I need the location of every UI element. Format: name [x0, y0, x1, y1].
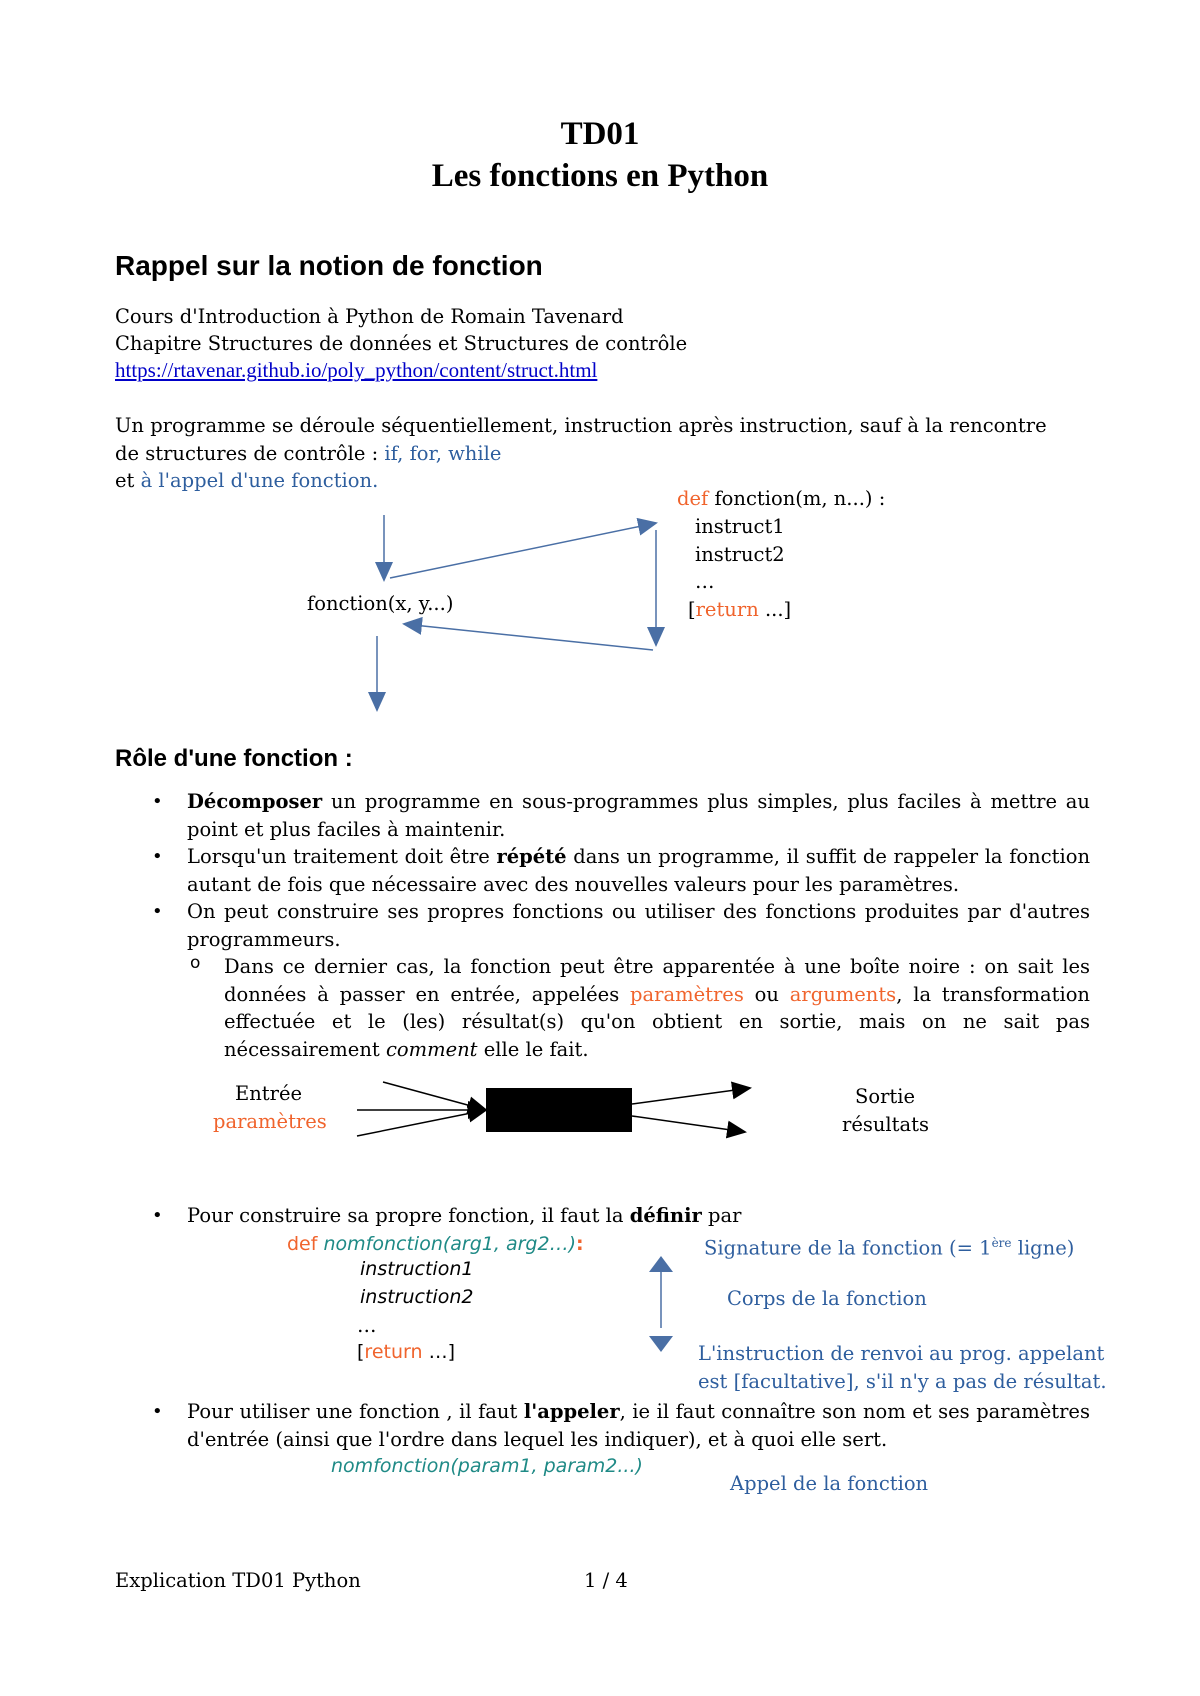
- footer-page: 1 / 4: [584, 1569, 628, 1592]
- bb-input-arrow-3: [357, 1110, 486, 1136]
- arrow-return: [404, 624, 653, 650]
- sub-italic: comment: [385, 1037, 478, 1061]
- define-def-keyword: def: [287, 1233, 318, 1255]
- return-close: ...]: [758, 598, 792, 621]
- arrow-to-def: [390, 523, 656, 578]
- bullet-4-post: par: [701, 1204, 742, 1227]
- sub-post: , la transformation effectuée et le (les) résultat(s) qu'on obtient en sortie, mais on ne sait pas nécessairement: [224, 982, 1090, 1061]
- bullet-3-text: On peut construire ses propres fonctions ou utiliser des fonctions produites par d'autres programmeurs.: [187, 900, 1090, 951]
- return-keyword: return: [695, 598, 759, 621]
- bullet-5-pre: Pour utiliser une fonction , il faut: [187, 1400, 524, 1423]
- note-sig-post: ligne): [1011, 1236, 1075, 1260]
- bullet-1-bold: Décomposer: [187, 790, 323, 813]
- course-link[interactable]: https://rtavenar.github.io/poly_python/content/struct.html: [115, 358, 598, 382]
- return-open: [: [688, 598, 696, 621]
- bullet-1-symbol: •: [152, 791, 163, 812]
- call-note: Appel de la fonction: [730, 1472, 929, 1495]
- def-keyword: def: [677, 487, 709, 510]
- define-ret-close: …]: [422, 1341, 455, 1363]
- intro-text: Un programme se déroule séquentiellement, instruction après instruction, sauf à la rencontre de structures de contrôle :: [115, 414, 1047, 465]
- bullet-2-pre: Lorsqu'un traitement doit être: [187, 845, 497, 868]
- bb-output-arrow-1: [632, 1088, 750, 1104]
- sub-bullet-symbol: o: [190, 953, 201, 973]
- note-sig-pre: Signature de la fonction (= 1: [704, 1236, 992, 1260]
- blackbox-diagram: [357, 1082, 750, 1136]
- intro-line2-blue: à l'appel d'une fonction.: [140, 469, 379, 492]
- sub-pre: Dans ce dernier cas, la fonction peut être apparentée à une boîte noire : on sait les données à passer en entrée, appelées: [224, 955, 1090, 1006]
- body-line3: …: [695, 570, 715, 593]
- bullet-4-pre: Pour construire sa propre fonction, il faut la: [187, 1204, 630, 1227]
- note-return-line2: est [facultative], s'il n'y a pas de résultat.: [698, 1370, 1107, 1393]
- bb-output-arrow-2: [632, 1116, 745, 1132]
- doc-title-line2: Les fonctions en Python: [431, 158, 769, 194]
- intro-keywords: if, for, while: [384, 441, 502, 465]
- bullet-4-symbol: •: [152, 1205, 163, 1226]
- bullet-1-rest: un programme en sous-programmes plus simples, plus faciles à mettre au point et plus faciles à maintenir.: [187, 790, 1090, 841]
- note-return-line1: L'instruction de renvoi au prog. appelant: [698, 1342, 1105, 1365]
- define-line3: …: [357, 1314, 377, 1337]
- bullet-5-post: , ie il faut connaître son nom et ses paramètres d'entrée (ainsi que l'ordre dans lequel les indiquer), et à quoi elle sert.: [187, 1400, 1090, 1451]
- note-body: Corps de la fonction: [727, 1287, 927, 1310]
- bb-input-label: Entrée: [235, 1082, 303, 1105]
- call-label: fonction(x, y...): [307, 592, 454, 615]
- sub-end: elle le fait.: [477, 1037, 589, 1061]
- source-line-chapter: Chapitre Structures de données et Structures de contrôle: [115, 332, 688, 355]
- define-sig: nomfonction(arg1, arg2…): [317, 1233, 576, 1255]
- bb-output-label: Sortie: [855, 1085, 916, 1108]
- bb-input-arrow-1: [383, 1082, 486, 1110]
- intro-line2-prefix: et: [115, 469, 141, 492]
- bullet-5-symbol: •: [152, 1401, 163, 1422]
- define-colon: :: [575, 1233, 584, 1255]
- bb-input-sub: paramètres: [213, 1110, 327, 1133]
- section-heading-role: Rôle d'une fonction :: [115, 745, 353, 772]
- bullet-3-symbol: •: [152, 901, 163, 922]
- note-sig-sup: ère: [991, 1236, 1012, 1250]
- define-line1: instruction1: [360, 1258, 474, 1280]
- footer-left: Explication TD01 Python: [115, 1569, 361, 1592]
- sub-mid: ou: [743, 982, 790, 1006]
- bullet-2-symbol: •: [152, 846, 163, 867]
- bb-output-sub: résultats: [842, 1113, 929, 1136]
- sub-param: paramètres: [630, 982, 744, 1006]
- bullet-4-bold: définir: [629, 1204, 702, 1227]
- bullet-2-post: dans un programme, il suffit de rappeler la fonction autant de fois que nécessaire avec des nouvelles valeurs pour les paramètres.: [187, 845, 1090, 896]
- body-line2: instruct2: [695, 543, 785, 566]
- black-box: [486, 1088, 632, 1132]
- define-line2: instruction2: [360, 1286, 474, 1308]
- define-ret-open: [: [357, 1341, 365, 1363]
- body-line1: instruct1: [695, 515, 785, 538]
- bullet-5-bold: l'appeler: [523, 1400, 620, 1423]
- double-arrow: [649, 1256, 673, 1352]
- define-ret-keyword: return: [364, 1341, 423, 1363]
- doc-title-line1: TD01: [560, 116, 640, 152]
- flow-arrows: [377, 515, 656, 710]
- call-example: nomfonction(param1, param2...): [331, 1455, 643, 1477]
- def-signature: fonction(m, n...) :: [708, 487, 886, 510]
- bullet-2-bold: répété: [496, 845, 567, 868]
- sub-args: arguments: [789, 982, 897, 1006]
- section-heading-rappel: Rappel sur la notion de fonction: [115, 250, 543, 281]
- source-line-course: Cours d'Introduction à Python de Romain Tavenard: [115, 305, 624, 328]
